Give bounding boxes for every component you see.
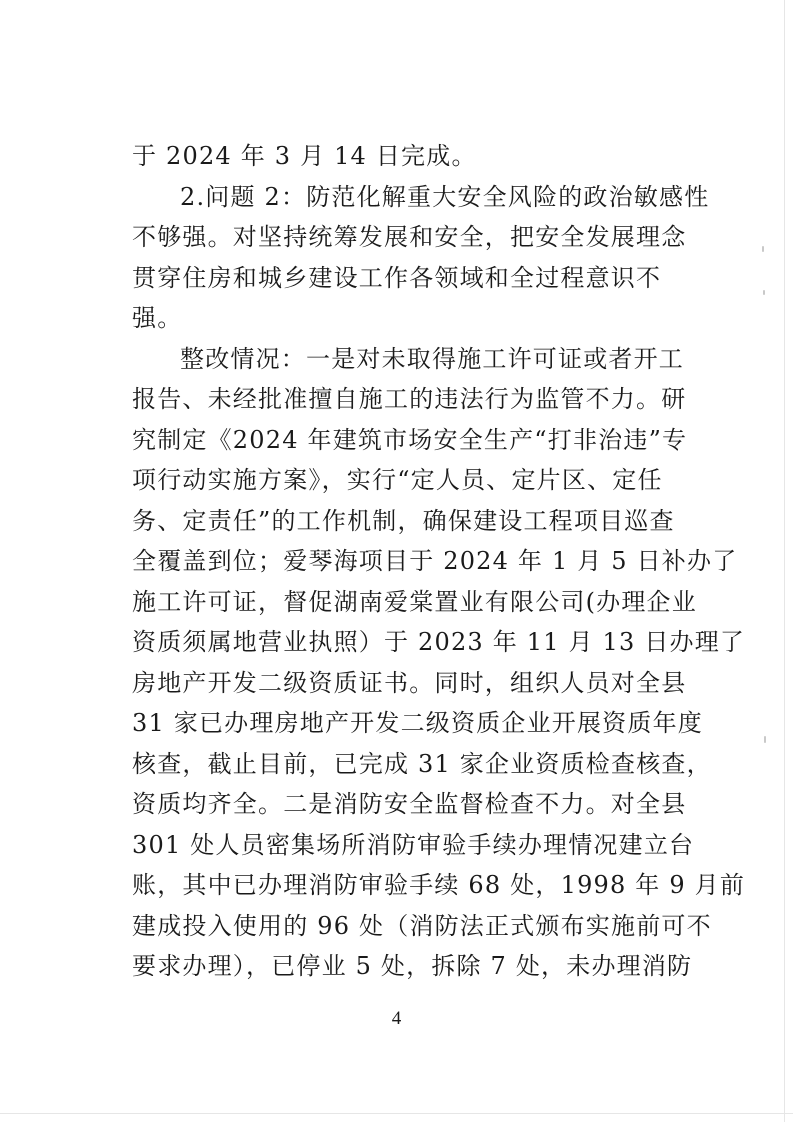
text-line: 要求办理），已停业 5 处，拆除 7 处，未办理消防 — [132, 952, 693, 980]
text-line: 整改情况：一是对未取得施工许可证或者开工 — [180, 344, 684, 373]
text-line: 2.问题 2：防范化解重大安全风险的政治敏感性 — [180, 182, 710, 211]
scan-speck — [764, 736, 766, 743]
text-line: 报告、未经批准擅自施工的违法行为监管不力。研 — [132, 385, 687, 413]
scan-edge-right — [784, 0, 785, 1122]
text-line: 贯穿住房和城乡建设工作各领域和全过程意识不 — [132, 263, 662, 292]
text-line: 资质须属地营业执照）于 2023 年 11 月 13 日办理了 — [132, 628, 746, 656]
text-line: 建成投入使用的 96 处（消防法正式颁布实施前可不 — [132, 911, 712, 940]
text-line: 301 处人员密集场所消防审验手续办理情况建立台 — [132, 830, 695, 859]
scan-speck — [762, 246, 764, 252]
page-number: 4 — [391, 1008, 402, 1029]
text-line: 究制定《2024 年建筑市场安全生产“打非治违”专 — [132, 425, 688, 454]
body-text — [132, 136, 746, 987]
text-line: 项行动实施方案》，实行“定人员、定片区、定任 — [132, 466, 663, 494]
text-line: 强。 — [132, 304, 183, 332]
text-line: 31 家已办理房地产开发二级资质企业开展资质年度 — [132, 709, 703, 737]
text-line: 账，其中已办理消防审验手续 68 处，1998 年 9 月前 — [132, 871, 746, 899]
text-line: 资质均齐全。二是消防安全监督检查不力。对全县 — [132, 790, 687, 818]
text-line: 房地产开发二级资质证书。同时，组织人员对全县 — [132, 668, 687, 697]
scan-speck — [763, 290, 765, 295]
text-line: 施工许可证，督促湖南爱棠置业有限公司(办理企业 — [132, 587, 697, 616]
text-line: 不够强。对坚持统筹发展和安全，把安全发展理念 — [132, 223, 687, 251]
text-line: 核查，截止目前，已完成 31 家企业资质检查核查， — [132, 749, 712, 778]
text-line: 务、定责任”的工作机制，确保建设工程项目巡查 — [132, 506, 675, 535]
text-line: 于 2024 年 3 月 14 日完成。 — [132, 142, 477, 170]
scan-edge-bottom — [0, 1113, 793, 1114]
text-line: 全覆盖到位；爱琴海项目于 2024 年 1 月 5 日补办了 — [132, 547, 738, 575]
